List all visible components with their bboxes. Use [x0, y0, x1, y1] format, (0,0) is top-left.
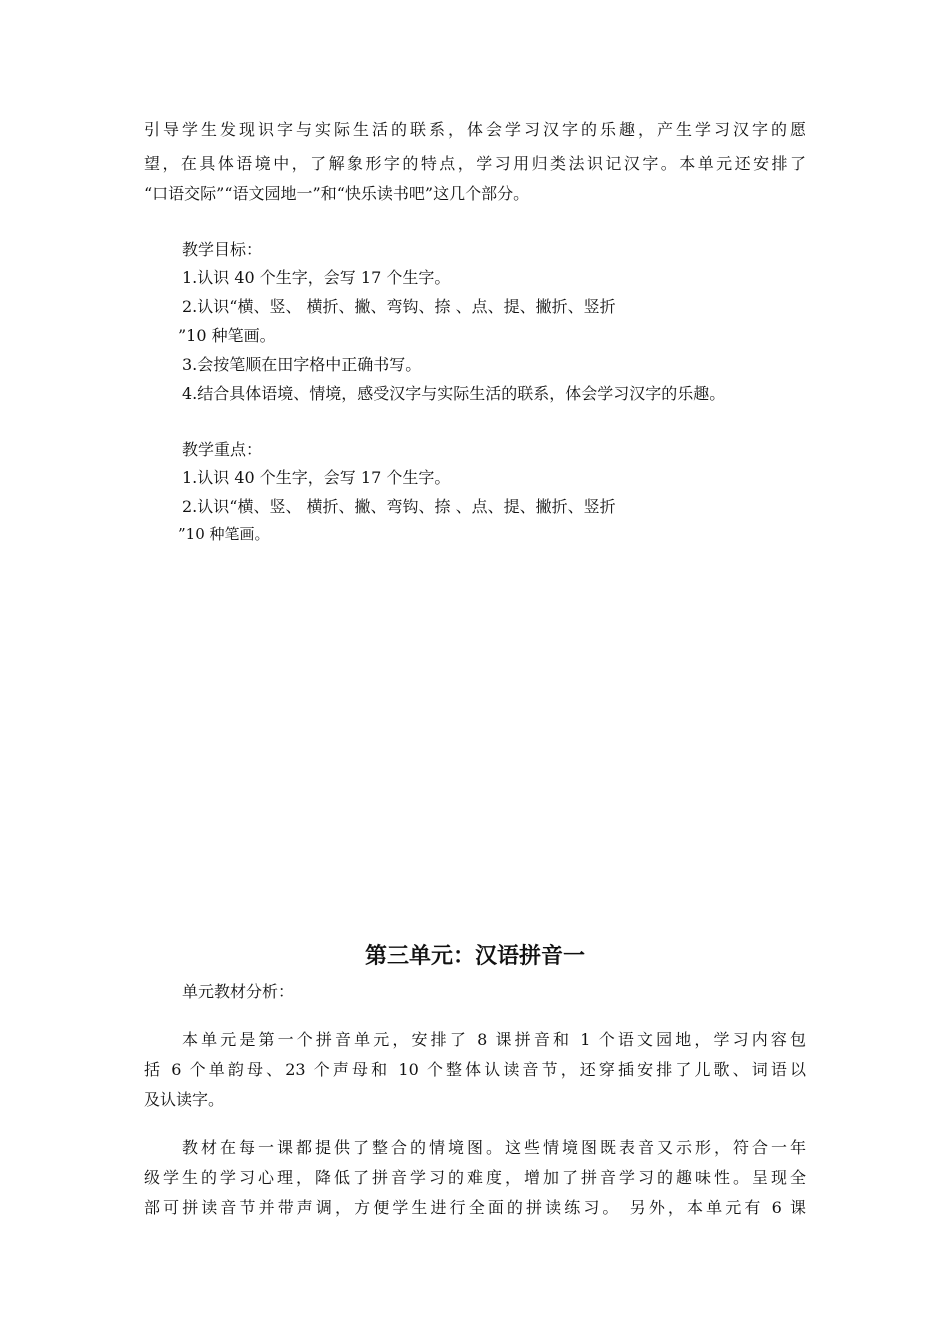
p1-line-1: 本单元是第一个拼音单元，安排了 8 课拼音和 1 个语文园地，学习内容包	[182, 1030, 806, 1049]
goals-item-1: 1.认识 40 个生字，会写 17 个生字。	[182, 268, 451, 287]
p1-line-3: 及认读字。	[144, 1090, 225, 1109]
intro-line-3: “口语交际”“语文园地一”和“快乐读书吧”这几个部分。	[144, 184, 530, 203]
goals-item-4: 4.结合具体语境、情境，感受汉字与实际生活的联系，体会学习汉字的乐趣。	[182, 384, 726, 403]
analysis-heading: 单元教材分析：	[182, 982, 295, 1001]
goals-item-2-cont: ”10 种笔画。	[178, 326, 276, 345]
key-points-item-1: 1.认识 40 个生字，会写 17 个生字。	[182, 468, 451, 487]
goals-item-2: 2.认识“横、竖、 横折、撇、弯钩、捺 、点、提、撇折、竖折	[182, 297, 616, 316]
intro-line-2: 望，在具体语境中，了解象形字的特点，学习用归类法识记汉字。本单元还安排了	[144, 154, 806, 173]
goals-heading: 教学目标：	[182, 240, 263, 259]
key-points-item-2-cont: ”10 种笔画。	[178, 525, 270, 543]
unit-title: 第三单元：汉语拼音一	[364, 943, 585, 969]
key-points-heading: 教学重点：	[182, 440, 263, 459]
p2-line-3: 部可拼读音节并带声调，方便学生进行全面的拼读练习。 另外，本单元有 6 课	[144, 1198, 806, 1217]
p2-line-1: 教材在每一课都提供了整合的情境图。这些情境图既表音又示形，符合一年	[182, 1138, 806, 1157]
intro-line-1: 引导学生发现识字与实际生活的联系，体会学习汉字的乐趣，产生学习汉字的愿	[144, 120, 806, 139]
p2-line-2: 级学生的学习心理，降低了拼音学习的难度，增加了拼音学习的趣味性。呈现全	[144, 1168, 806, 1187]
p1-line-2: 括 6 个单韵母、23 个声母和 10 个整体认读音节，还穿插安排了儿歌、词语以	[144, 1060, 806, 1079]
key-points-item-2: 2.认识“横、竖、 横折、撇、弯钩、捺 、点、提、撇折、竖折	[182, 497, 616, 516]
goals-item-3: 3.会按笔顺在田字格中正确书写。	[182, 355, 422, 374]
